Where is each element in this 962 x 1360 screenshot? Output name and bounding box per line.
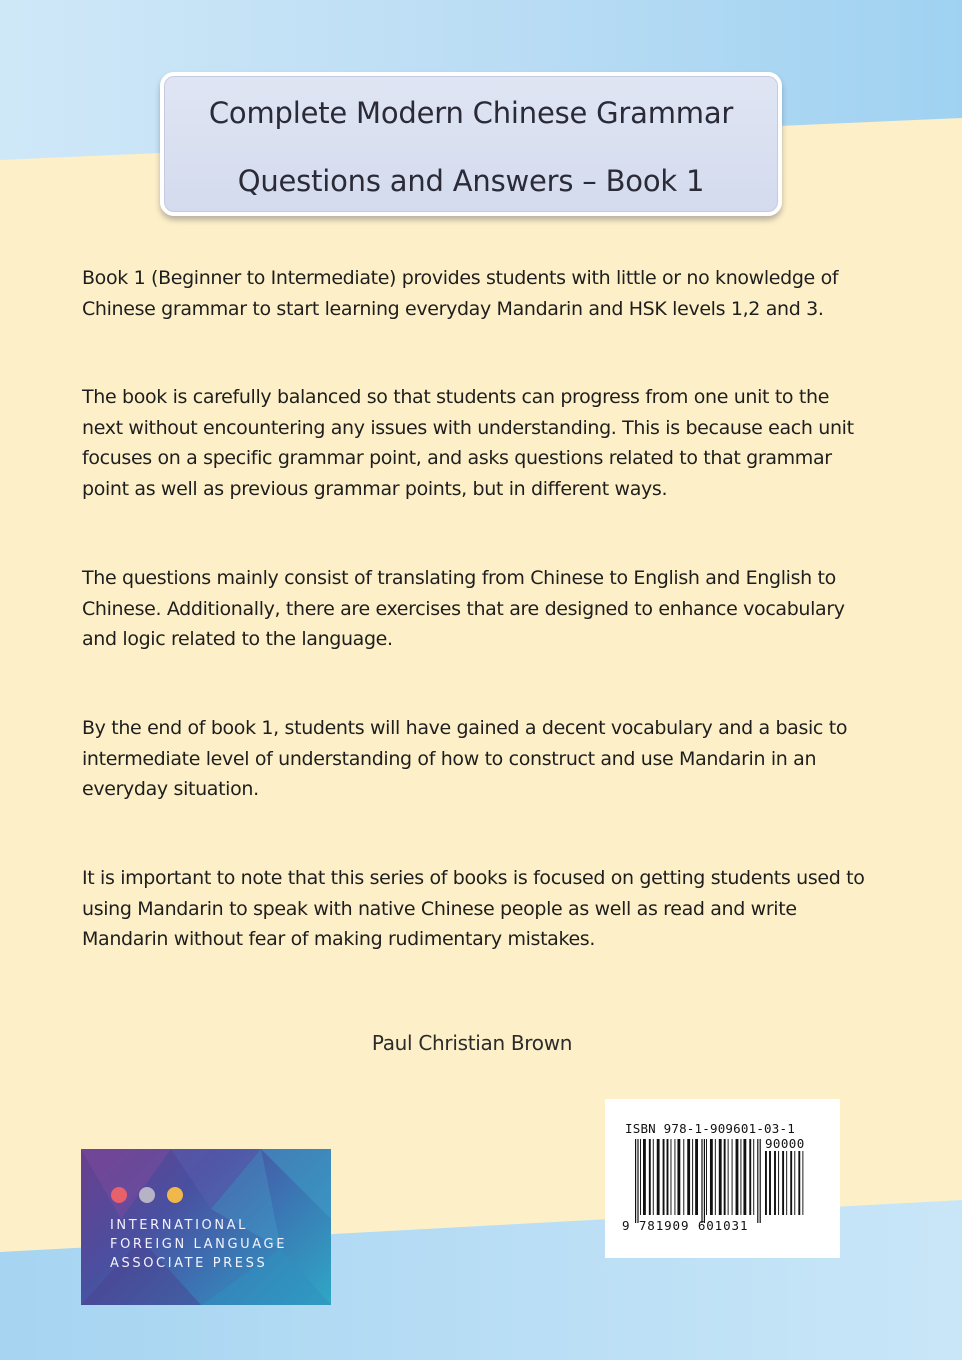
- barcode-bar: [719, 1139, 722, 1215]
- barcode-bar: [687, 1139, 690, 1215]
- barcode-bar: [657, 1139, 660, 1215]
- publisher-name-line-2: FOREIGN LANGUAGE: [110, 1237, 288, 1252]
- barcode-bar: [637, 1139, 638, 1223]
- text-line: Book 1 (Beginner to Intermediate) provides students with little or no knowledge of: [82, 267, 839, 289]
- barcode-bar: [653, 1139, 654, 1215]
- publisher-logo: [81, 1149, 331, 1305]
- text-line: everyday situation.: [82, 778, 259, 800]
- barcode-bar: [701, 1139, 702, 1223]
- grey-dot-icon: [139, 1187, 155, 1203]
- author-name: Paul Christian Brown: [371, 1031, 573, 1055]
- text-line: next without encountering any issues with understanding. This is because each unit: [82, 416, 854, 439]
- barcode-bar: [749, 1139, 751, 1215]
- description-paragraph-4: [82, 713, 902, 805]
- text-line: It is important to note that this series of books is focused on getting students used to: [82, 867, 865, 889]
- barcode-bar: [649, 1139, 651, 1215]
- barcode-bar: [704, 1139, 705, 1223]
- text-line: focuses on a specific grammar point, and asks questions related to that grammar: [82, 447, 832, 469]
- barcode-bar: [715, 1139, 716, 1215]
- description-paragraph-5: [82, 863, 902, 955]
- barcode-bar: [640, 1139, 641, 1215]
- text-line: Chinese. Additionally, there are exercises that are designed to enhance vocabulary: [82, 597, 845, 620]
- barcode-bar: [798, 1151, 800, 1215]
- barcode-bar: [769, 1151, 771, 1215]
- barcode-bar: [643, 1139, 646, 1215]
- barcode-bar: [794, 1151, 795, 1215]
- ean-digits: 9 781909 601031: [622, 1218, 749, 1233]
- barcode-bar: [802, 1151, 803, 1215]
- barcode-bar: [674, 1139, 675, 1215]
- barcode-bar: [724, 1139, 726, 1215]
- publisher-name-line-1: INTERNATIONAL: [110, 1218, 249, 1233]
- description-paragraph-3: [82, 563, 902, 655]
- text-line: using Mandarin to speak with native Chinese people as well as read and write: [82, 897, 797, 920]
- isbn-number: ISBN 978-1-909601-03-1: [625, 1121, 795, 1136]
- barcode-bar: [774, 1151, 776, 1215]
- text-line: Mandarin without fear of making rudimentary mistakes.: [82, 928, 596, 950]
- description-paragraph-2: [82, 382, 902, 504]
- text-line: The questions mainly consist of translating from Chinese to English and English to: [82, 567, 836, 589]
- barcode-bar: [663, 1139, 665, 1215]
- barcode-bar: [757, 1139, 758, 1223]
- text-line: The book is carefully balanced so that students can progress from one unit to the: [82, 386, 830, 408]
- barcode-bar: [683, 1139, 684, 1215]
- barcode-bar: [710, 1139, 713, 1215]
- barcode-bar: [692, 1139, 693, 1215]
- text-line: Chinese grammar to start learning everyday Mandarin and HSK levels 1,2 and 3.: [82, 297, 824, 320]
- text-line: and logic related to the language.: [82, 628, 393, 650]
- text-line: intermediate level of understanding of how to construct and use Mandarin in an: [82, 747, 817, 770]
- book-title: Complete Modern Chinese Grammar: [208, 96, 734, 130]
- title-box: [160, 72, 782, 216]
- description-paragraph-1: [82, 263, 902, 324]
- barcode-bar: [786, 1151, 787, 1215]
- text-line: By the end of book 1, students will have gained a decent vocabulary and a basic to: [82, 717, 848, 739]
- barcode-bar: [753, 1139, 754, 1215]
- barcode-bar: [790, 1151, 792, 1215]
- text-line: point as well as previous grammar points, but in different ways.: [82, 477, 668, 500]
- yellow-dot-icon: [167, 1187, 183, 1203]
- barcode-bar: [728, 1139, 729, 1215]
- barcode-bar: [677, 1139, 680, 1215]
- barcode-bar: [736, 1139, 739, 1215]
- barcode-bar: [671, 1139, 672, 1215]
- barcode-bar: [765, 1151, 767, 1215]
- publisher-name-line-3: ASSOCIATE PRESS: [110, 1256, 268, 1271]
- barcode-bar: [760, 1139, 761, 1223]
- barcode-bar: [667, 1139, 669, 1215]
- barcode-bar: [740, 1139, 741, 1215]
- isbn-barcode: [605, 1099, 840, 1258]
- barcode-bar: [706, 1139, 707, 1215]
- barcode-bar: [743, 1139, 746, 1215]
- book-subtitle: Questions and Answers – Book 1: [237, 164, 705, 198]
- barcode-bar: [778, 1151, 779, 1215]
- barcode-bar: [695, 1139, 698, 1215]
- barcode-bar: [732, 1139, 733, 1215]
- barcode-bar: [635, 1139, 636, 1223]
- barcode-bar: [782, 1151, 784, 1215]
- red-dot-icon: [111, 1187, 127, 1203]
- price-addon: 90000: [765, 1136, 805, 1151]
